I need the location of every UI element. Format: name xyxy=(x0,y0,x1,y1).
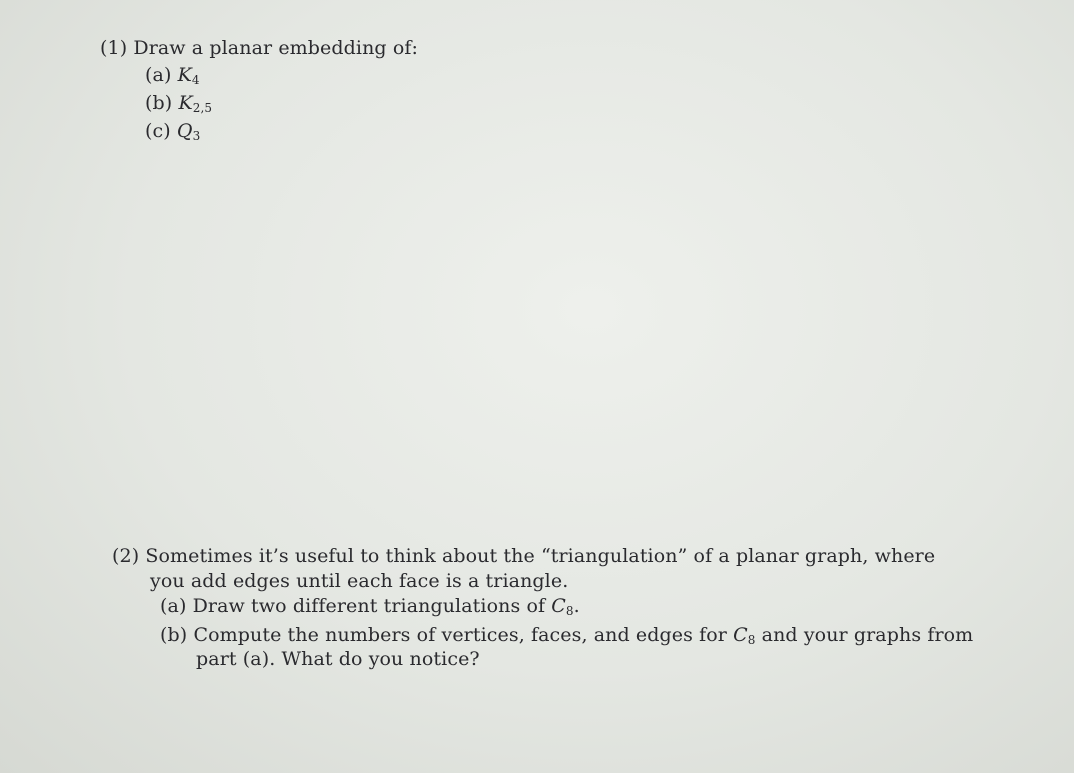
part-label: (b) xyxy=(145,92,173,114)
question-2-text: Sometimes it’s useful to think about the “triangulation” of a planar graph, where xyxy=(145,545,936,567)
graph-symbol: $C_8$ xyxy=(551,595,574,618)
question-1-number: (1) xyxy=(100,37,128,59)
question-2-part-a: (a) Draw two different triangulations of $C_8$. xyxy=(160,595,580,618)
graph-symbol: $K_4$ xyxy=(177,64,200,87)
part-label: (a) xyxy=(145,64,172,86)
question-1-part-a xyxy=(145,64,200,86)
question-2-line-1 xyxy=(112,545,935,567)
question-2-line-2: you add edges until each face is a triangle. xyxy=(150,570,569,592)
question-1-part-b xyxy=(145,92,212,114)
graph-symbol: $K_{2,5}$ xyxy=(178,92,213,115)
question-1-prompt: Draw a planar embedding of: xyxy=(133,37,419,59)
graph-symbol: $C_8$ xyxy=(733,624,756,647)
part-label: (c) xyxy=(145,120,171,142)
part-label: (b) xyxy=(160,624,188,646)
question-1-heading xyxy=(100,37,418,59)
question-2-part-b: (b) Compute the numbers of vertices, faces, and edges for $C_8$ and your graphs from xyxy=(160,624,974,647)
graph-symbol: $Q_3$ xyxy=(176,120,201,143)
part-label: (a) xyxy=(160,595,187,617)
question-2-part-b-line-2: part (a). What do you notice? xyxy=(196,648,480,670)
question-1-part-c xyxy=(145,120,200,142)
question-2-number: (2) xyxy=(112,545,140,567)
